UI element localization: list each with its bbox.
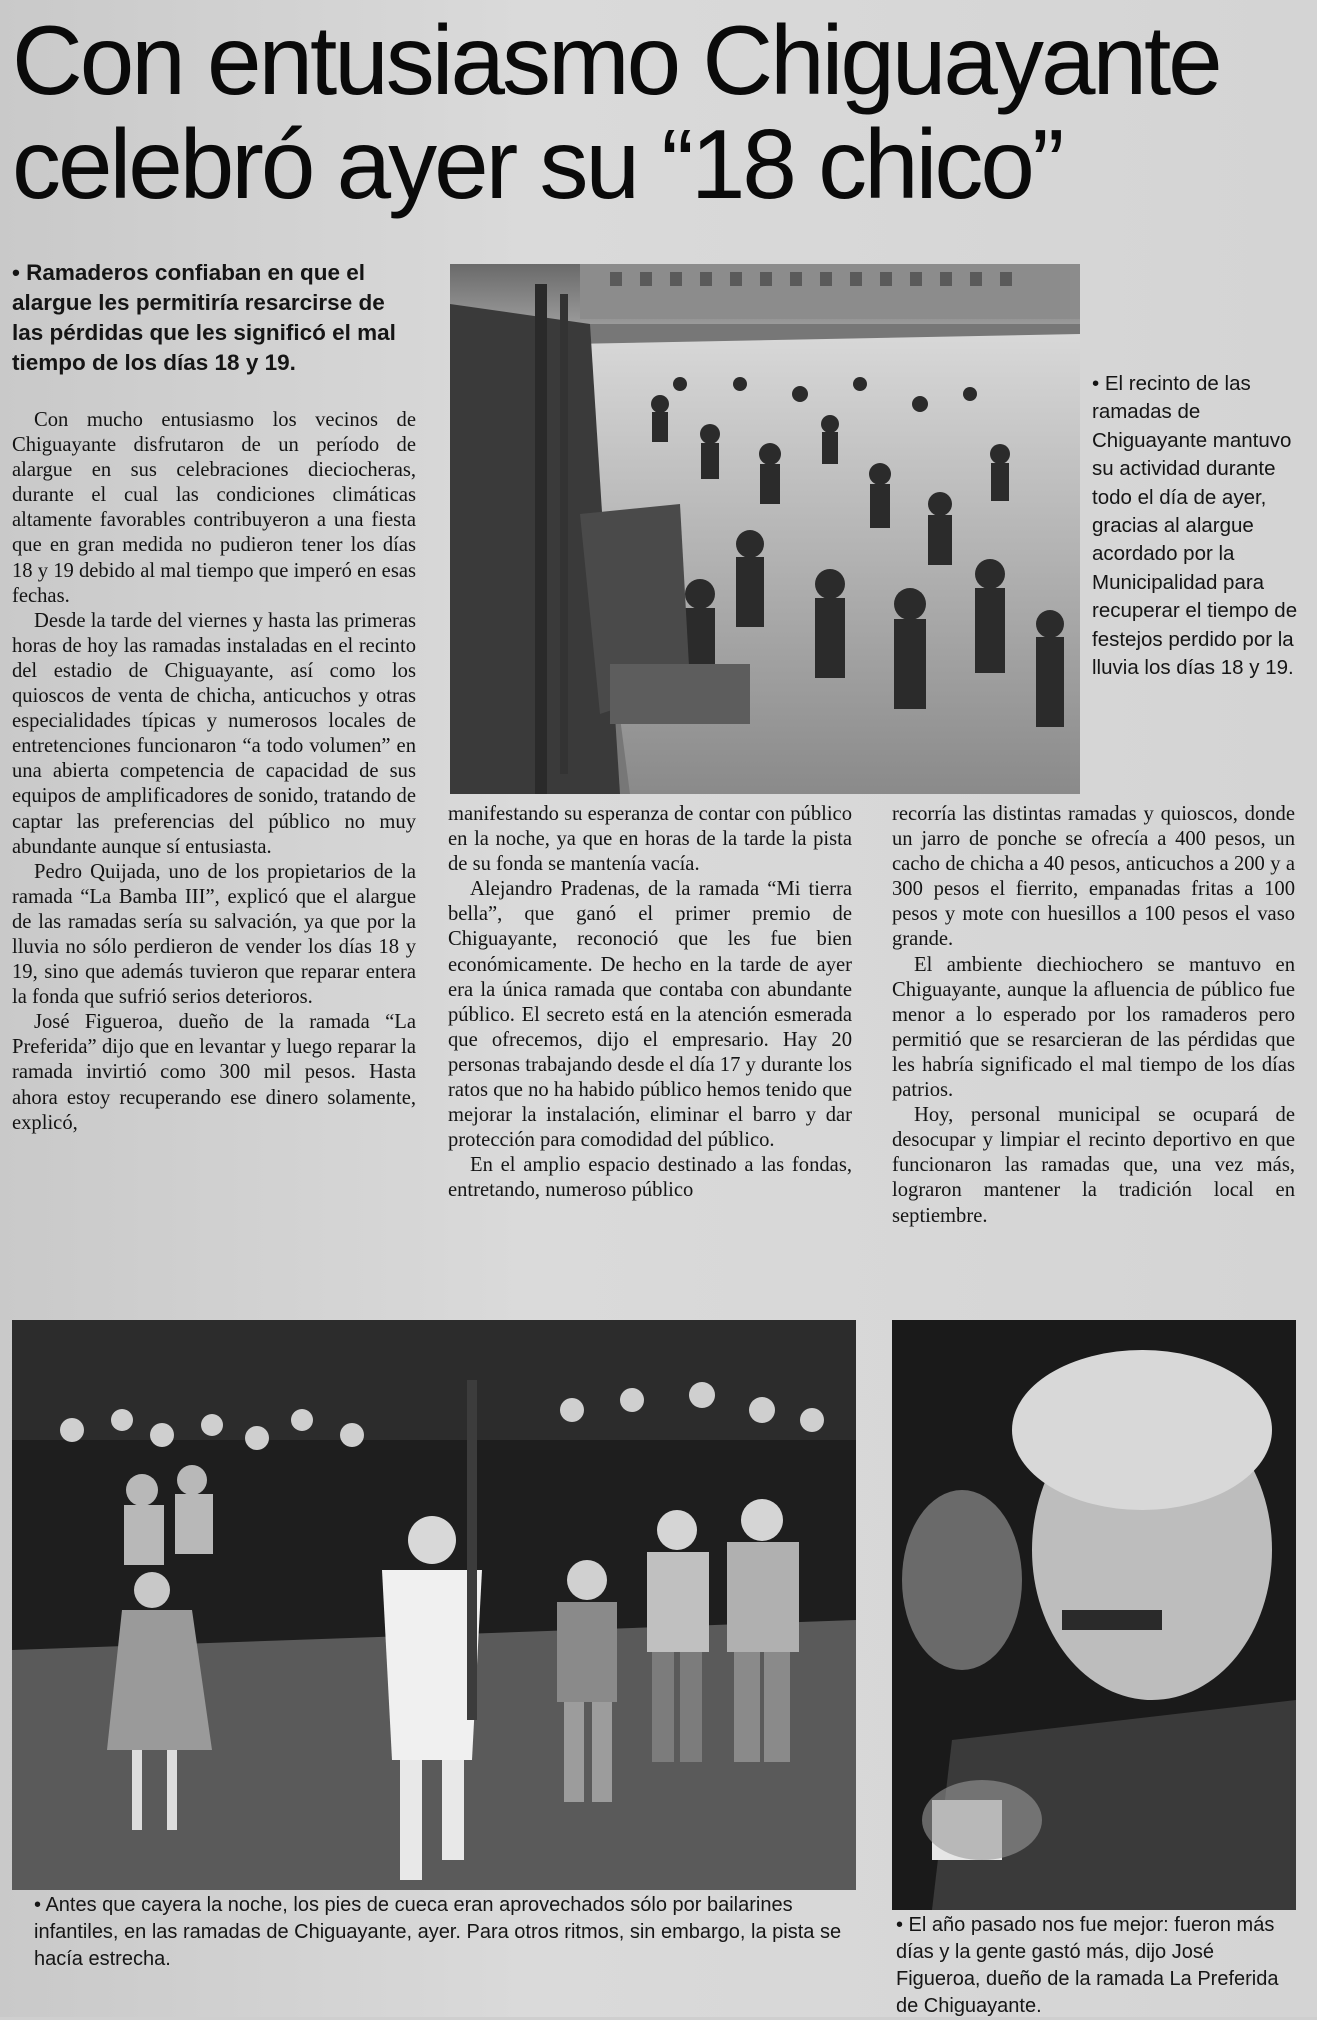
paragraph: En el amplio espacio destinado a las fondas, entretando, numeroso público [448, 1154, 852, 1202]
photo-children-dancing [12, 1320, 856, 1890]
photo-jose-figueroa [892, 1320, 1296, 1910]
paragraph: Hoy, personal municipal se ocupará de desocupar y limpiar el recinto deportivo en que funcionaron las ramadas que, una vez más, lograron mantener la tradición local en septiembre. [892, 1104, 1295, 1227]
photo-3-caption: • El año pasado nos fue mejor: fueron más días y la gente gastó más, dijo José Figueroa, dueño de la ramada La Preferida de Chiguayante. [896, 1914, 1279, 2017]
headline [12, 5, 1307, 219]
paragraph: Alejandro Pradenas, de la ramada “Mi tierra bella”, que ganó el primer premio de Chiguayante, reconoció que les fue bien económicamente. De hecho en la tarde de ayer era la única ramada que contaba con abundante público. El secreto está en la atención esmerada que ofrecemos, dijo el empresario. Hay 20 personas trabajando desde el día 17 y durante los ratos que no ha habido público hemos tenido que mejorar la instalación, eliminar el barro y dar protección para comodidad del público. [448, 878, 852, 1152]
article-column-2 [448, 802, 852, 1204]
photo-ramadas-crowd [450, 264, 1080, 794]
deck-summary: • Ramaderos confiaban en que el alargue les permitiría resarcirse de las pérdidas que les significó el mal tiempo de los días 18 y 19. [12, 260, 396, 375]
article-column-1 [12, 408, 416, 1136]
paragraph: El ambiente diechiochero se mantuvo en Chiguayante, aunque la afluencia de público fue menor a lo esperado por los ramaderos pero permitió que se resarcieran de las pérdidas que les habría significado el mal tiempo de los días patrios. [892, 953, 1295, 1102]
paragraph: José Figueroa, dueño de la ramada “La Preferida” dijo que en levantar y luego reparar la ramada invirtió como 300 mil pesos. Hasta ahora estoy recuperando ese dinero solamente, explicó, [12, 1011, 416, 1134]
paragraph: manifestando su esperanza de contar con público en la noche, ya que en horas de la tarde la pista de su fonda se mantenía vacía. [448, 803, 852, 876]
photo-1-caption: • El recinto de las ramadas de Chiguayante mantuvo su actividad durante todo el día de ayer, gracias al alargue acordado por la Municipalidad para recuperar el tiempo de festejos perdido por la lluvia los días 18 y 19. [1092, 372, 1298, 680]
paragraph: Con mucho entusiasmo los vecinos de Chiguayante disfrutaron de un período de alargue en sus celebraciones dieciocheras, durante el cual las condiciones climáticas altamente favorables contribuyeron a una fiesta que en gran medida no pudieron tener los días 18 y 19 debido al mal tiempo que imperó en esas fechas. [12, 409, 416, 607]
paragraph: Desde la tarde del viernes y hasta las primeras horas de hoy las ramadas instaladas en el recinto del estadio de Chiguayante, así como los quioscos de venta de chicha, anticuchos y otras especialidades típicas y numerosos locales de entretenciones funcionaron “a todo volumen” en una abierta competencia de capacidad de sus equipos de amplificadores de sonido, tratando de captar las preferencias del público no muy abundante aunque sí entusiasta. [12, 609, 416, 858]
photo-2-caption: • Antes que cayera la noche, los pies de cueca eran aprovechados sólo por bailarines infantiles, en las ramadas de Chiguayante, ayer. Para otros ritmos, sin embargo, la pista se hacía estrecha. [34, 1894, 842, 1970]
paragraph: recorría las distintas ramadas y quioscos, donde un jarro de ponche se ofrecía a 400 pesos, un cacho de chicha a 40 pesos, anticuchos a 200 y a 300 pesos el fierrito, empanadas fritas a 100 pesos y mote con huesillos a 100 pesos el vaso grande. [892, 803, 1295, 951]
article-column-3 [892, 802, 1295, 1229]
paragraph: Pedro Quijada, uno de los propietarios de la ramada “La Bamba III”, explicó que el alargue de las ramadas sería su salvación, ya que por la lluvia no sólo perdieron de vender los días 18 y 19, sino que además tuvieron que reparar entera la fonda que sufrió serios deterioros. [12, 860, 416, 1009]
headline-line-2: celebró ayer su “18 chico” [12, 109, 1062, 219]
headline-line-1: Con entusiasmo Chiguayante [12, 5, 1220, 115]
